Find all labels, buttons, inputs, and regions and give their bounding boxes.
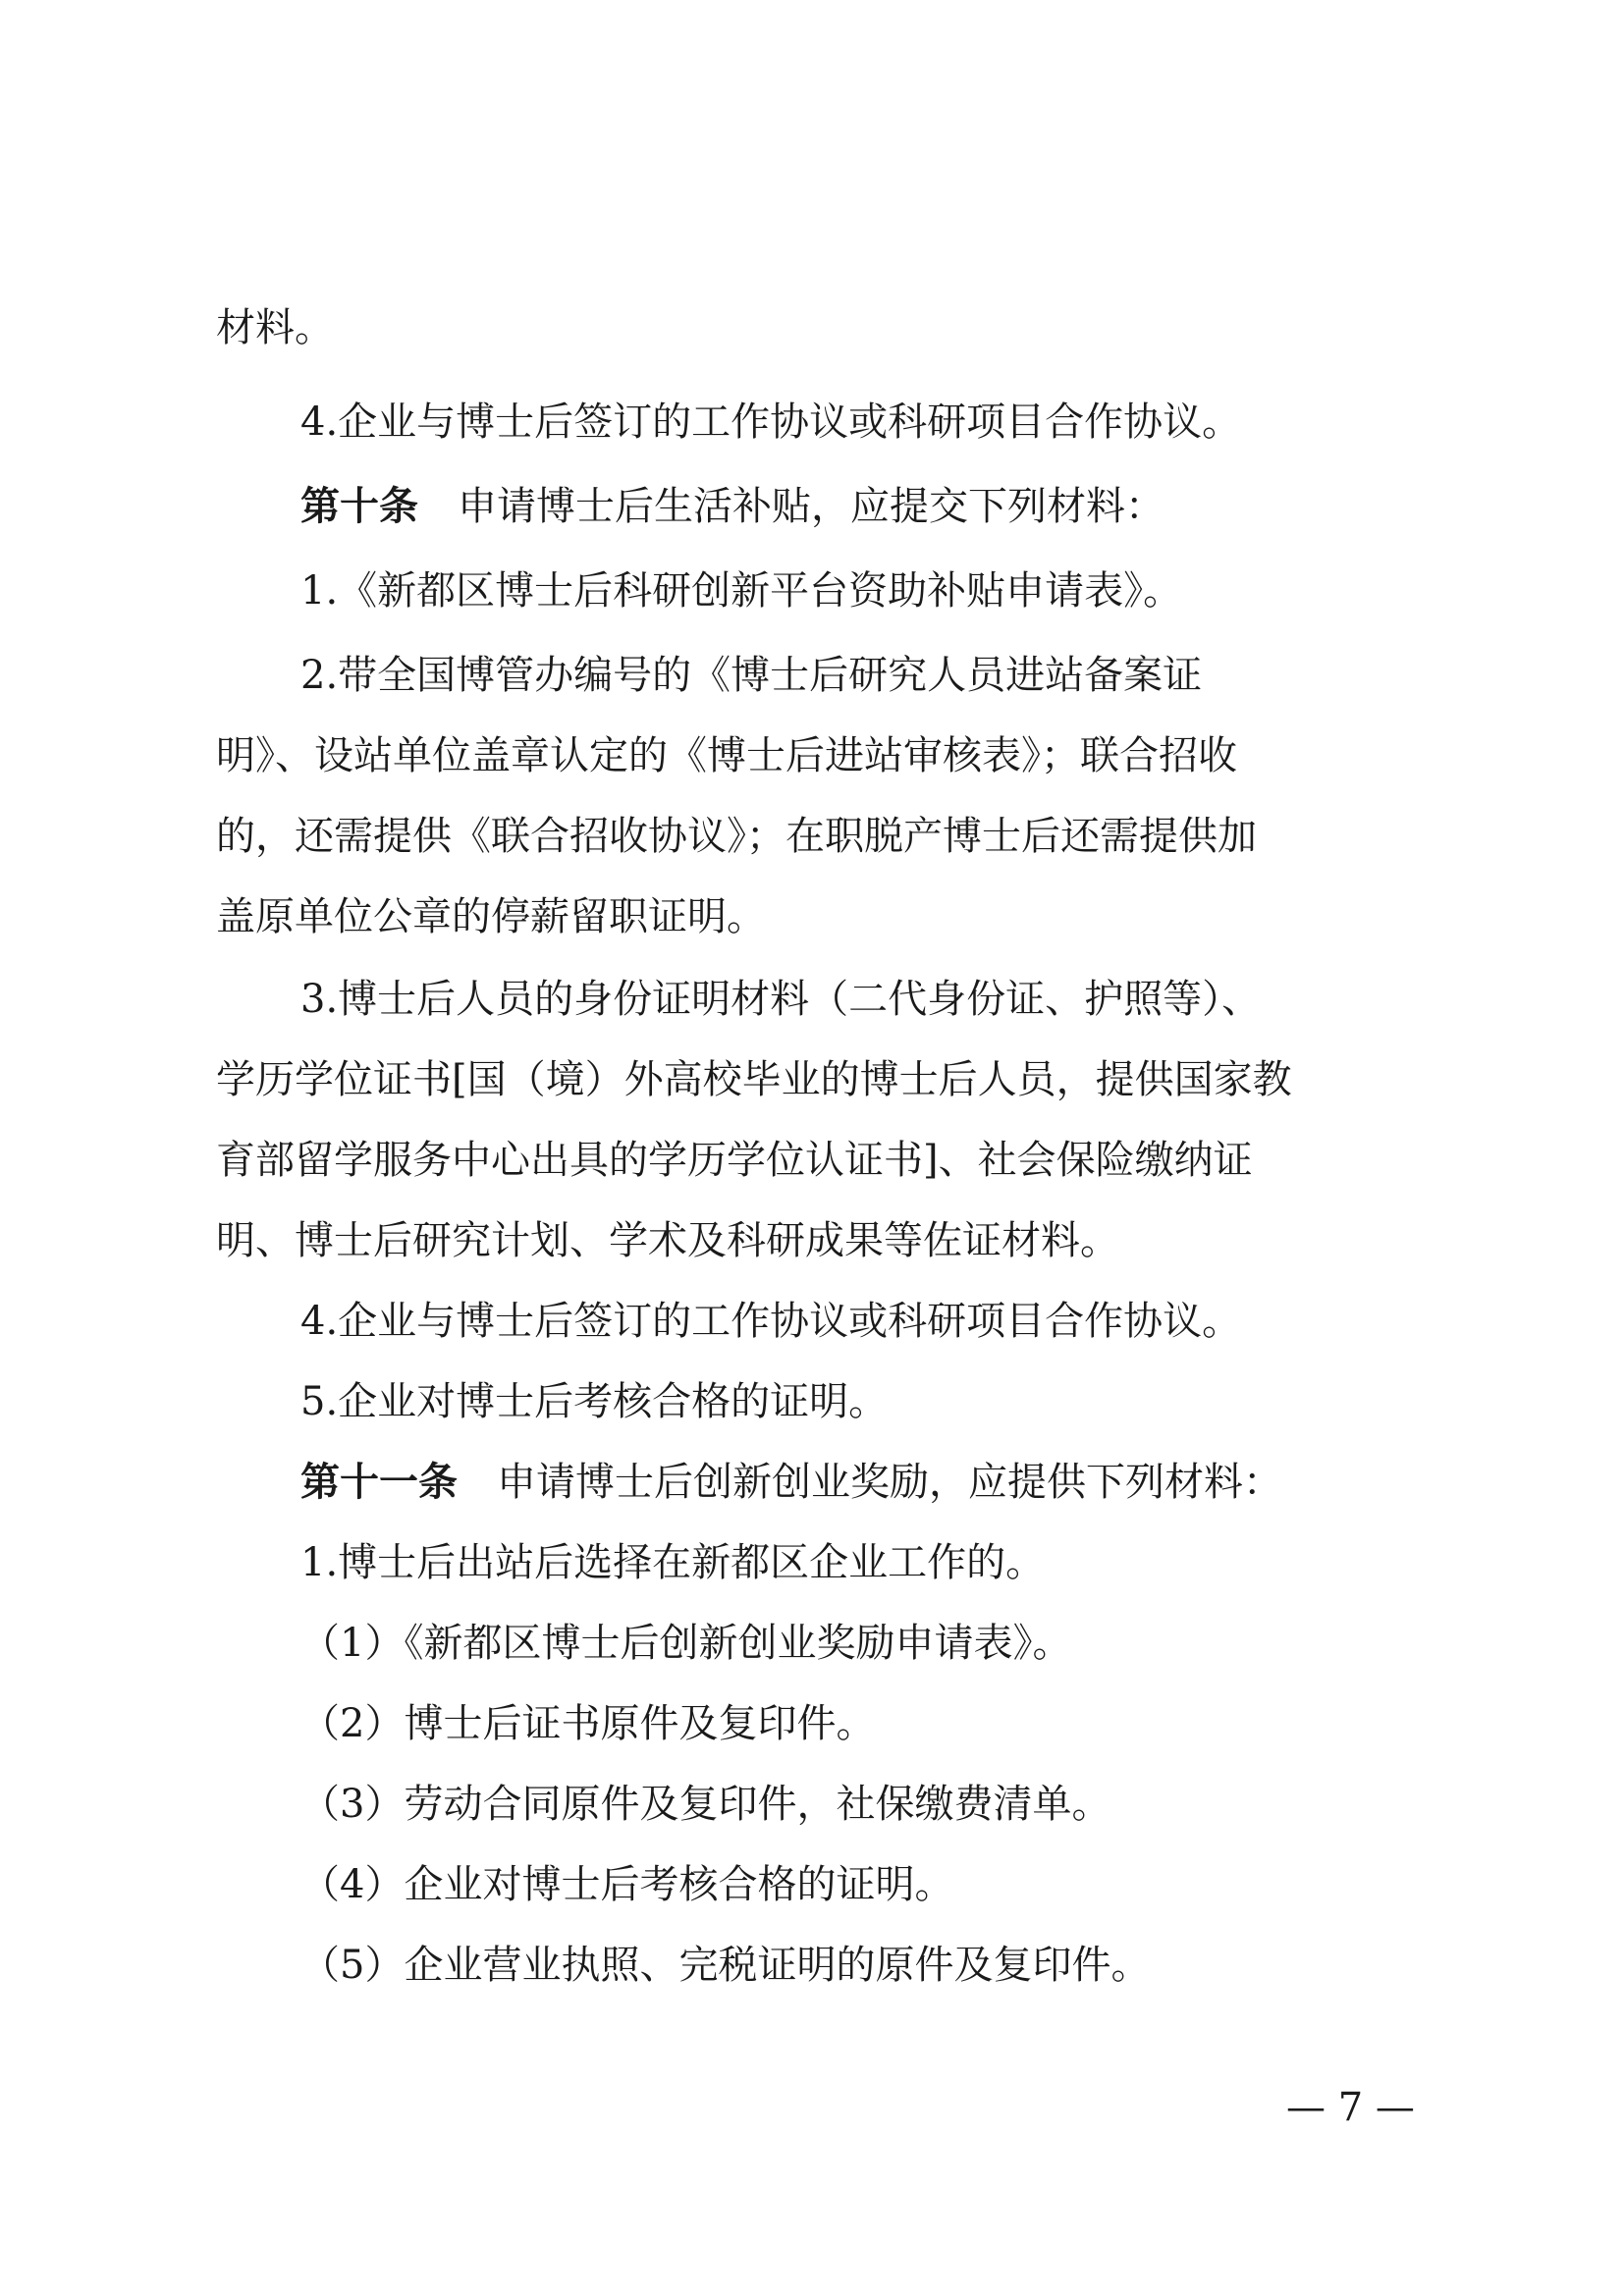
paragraph-line: 1.博士后出站后选择在新都区企业工作的。	[300, 1540, 1046, 1585]
article-10-heading: 第十条	[300, 484, 418, 529]
paragraph-line: （2）博士后证书原件及复印件。	[300, 1701, 876, 1746]
paragraph-line: 育部留学服务中心出具的学历学位认证书]、社会保险缴纳证	[216, 1138, 1253, 1183]
paragraph-line: 学历学位证书[国（境）外高校毕业的博士后人员，提供国家教	[216, 1057, 1292, 1102]
article-10-text: 申请博士后生活补贴，应提交下列材料：	[458, 484, 1164, 529]
paragraph-line: 材料。	[216, 305, 334, 350]
paragraph-line: （5）企业营业执照、完税证明的原件及复印件。	[300, 1943, 1151, 1988]
article-10-line	[300, 479, 1424, 534]
paragraph-line: （3）劳动合同原件及复印件，社保缴费清单。	[300, 1782, 1111, 1827]
paragraph-line: （4）企业对博士后考核合格的证明。	[300, 1862, 954, 1907]
paragraph-line: 明、博士后研究计划、学术及科研成果等佐证材料。	[216, 1218, 1119, 1263]
paragraph-line: 4.企业与博士后签订的工作协议或科研项目合作协议。	[300, 1299, 1242, 1344]
paragraph-line: 1.《新都区博士后科研创新平台资助补贴申请表》。	[300, 568, 1183, 614]
page-number: — 7 —	[1286, 2085, 1415, 2130]
paragraph-line: 盖原单位公章的停薪留职证明。	[216, 894, 766, 939]
article-11-line	[300, 1455, 1424, 1510]
paragraph-line: 明》、设站单位盖章认定的《博士后进站审核表》；联合招收	[216, 733, 1237, 778]
paragraph-line: 2.带全国博管办编号的《博士后研究人员进站备案证	[300, 653, 1203, 698]
paragraph-line: 3.博士后人员的身份证明材料（二代身份证、护照等）、	[300, 977, 1262, 1022]
article-11-heading: 第十一条	[300, 1460, 458, 1505]
paragraph-line: 4.企业与博士后签订的工作协议或科研项目合作协议。	[300, 400, 1242, 445]
paragraph-line: （1）《新都区博士后创新创业奖励申请表》。	[300, 1621, 1072, 1666]
article-11-text: 申请博士后创新创业奖励，应提供下列材料：	[497, 1460, 1282, 1505]
paragraph-line: 的，还需提供《联合招收协议》；在职脱产博士后还需提供加	[216, 814, 1257, 859]
paragraph-line: 5.企业对博士后考核合格的证明。	[300, 1379, 889, 1424]
